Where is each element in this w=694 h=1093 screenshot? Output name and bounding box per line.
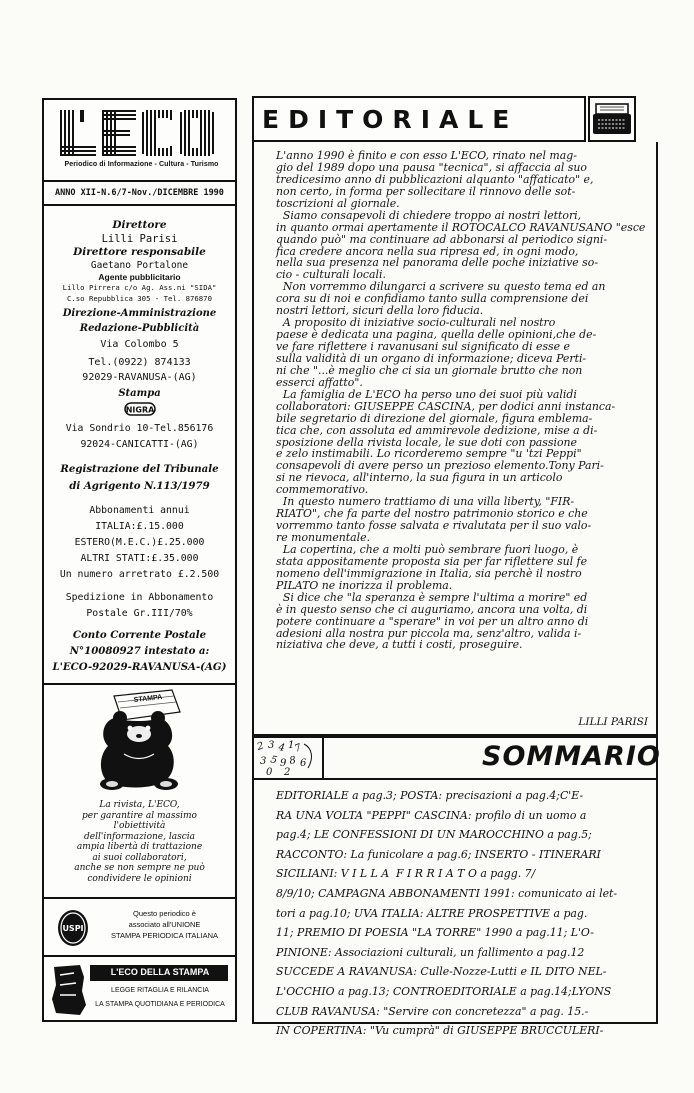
editorial-line: In questo numero trattiamo di una villa liberty, "FIR- xyxy=(276,495,575,509)
agent-label: Agente pubblicitario xyxy=(98,272,181,282)
editorial-line: è in questo senso che ci auguriamo, ancora una volta, di xyxy=(276,602,588,616)
editorial-line: tredicesimo anno di pubblicazioni alquanto "affaticato" e, xyxy=(276,172,594,186)
svg-text:7: 7 xyxy=(293,742,304,755)
sommario-contents xyxy=(252,780,658,1038)
subscription-italia: ITALIA:£.15.000 xyxy=(95,521,184,532)
motto-line: per garantire al massimo xyxy=(82,810,197,821)
bear-newspaper-text: STAMPA xyxy=(133,694,163,704)
editorial-line: nella sua presenza nel panorama delle poche iniziative so- xyxy=(276,256,598,270)
editorial-signature: LILLI PARISI xyxy=(578,716,648,728)
editorial-line: stata appositamente proposta sia per far riflettere sul fe xyxy=(276,554,588,568)
svg-text:2: 2 xyxy=(255,740,265,753)
registration-line2: di Agrigento N.113/1979 xyxy=(69,480,210,492)
svg-text:4: 4 xyxy=(277,742,286,755)
editorial-line: Non vorremmo dilungarci a scrivere su questo tema ed an xyxy=(276,280,606,294)
sommario-line: IN COPERTINA: "Vu cumprà" di GIUSEPPE BRUCCULERI- xyxy=(276,1024,604,1038)
subscription-altri: ALTRI STATI:£.35.000 xyxy=(80,553,199,564)
editorial-line: Siamo consapevoli di chiedere troppo ai nostri lettori, xyxy=(276,208,582,222)
svg-text:1: 1 xyxy=(288,740,295,751)
sommario-line: pag.4; LE CONFESSIONI DI UN MAROCCHINO a pag.5; xyxy=(276,828,592,842)
editorial-line: collaboratori: GIUSEPPE CASCINA, per dodici anni instanca- xyxy=(276,399,616,413)
svg-text:9: 9 xyxy=(280,758,287,769)
editorial-line: esserci affatto". xyxy=(276,375,363,389)
registration-line1: Registrazione del Tribunale xyxy=(60,463,219,475)
svg-text:0: 0 xyxy=(266,767,273,778)
editorial-line: ve fare riflettere i ravanusani sul significato di esse e xyxy=(276,340,570,353)
postal-account-label: Conto Corrente Postale xyxy=(72,629,207,641)
editorial-article xyxy=(252,142,658,736)
editorial-line: PILATO ne inorizza il problema. xyxy=(276,578,453,592)
editorial-line: ni che "...è meglio che ci sia un giornale brutto che non xyxy=(276,363,583,377)
print-city: 92024-CANICATTI-(AG) xyxy=(80,439,199,450)
bear-reading-illustration-icon xyxy=(84,688,194,792)
sommario-body xyxy=(276,786,656,1041)
agent-line2: C.so Repubblica 305 - Tel. 876870 xyxy=(67,294,212,303)
director-name: Lilli Parisi xyxy=(101,233,178,245)
uspi-line: Questo periodico è xyxy=(133,909,196,918)
masthead-logo-box xyxy=(44,100,235,180)
editorial-line: quando può" ma continuare ad abbonarsi al periodico signi- xyxy=(276,232,607,246)
svg-text:6: 6 xyxy=(300,758,307,769)
masthead-column xyxy=(42,98,237,1022)
editorial-line: in quanto ormai apertamente il ROTOCALCO RAVANUSANO "esce xyxy=(276,220,646,234)
printer-logo-text: NIGRA xyxy=(125,405,155,415)
postal-account-number: N°10080927 intestato a: xyxy=(69,645,210,657)
sommario-line: CLUB RAVANUSA: "Servire con concretezza" a pag. 15.- xyxy=(276,1004,589,1018)
editorial-line: A proposito di iniziative socio-culturali nel nostro xyxy=(276,316,556,330)
eco-stampa-title: L'ECO DELLA STAMPA xyxy=(110,967,210,977)
sommario-line: L'OCCHIO a pag.13; CONTROEDITORIALE a pag.14;LYONS xyxy=(276,984,612,998)
uspi-logo-text: USPI xyxy=(62,924,84,933)
editorial-motto xyxy=(44,800,235,884)
editorial-line: bile segretario di direzione del giornale, figura emblema- xyxy=(276,411,593,425)
editorial-line: RIATO", che fa parte del nostro patrimonio storico e che xyxy=(276,507,588,521)
motto-line: dell'informazione, lascia xyxy=(84,831,195,842)
editorial-line: nomeno dell'immigrazione in Italia, sia perchè il nostro xyxy=(276,566,582,580)
motto-line: l'obiettività xyxy=(113,821,166,831)
postage-line1: Spedizione in Abbonamento xyxy=(65,592,214,603)
editorial-line: La famiglia de L'ECO ha perso uno dei suoi più validi xyxy=(276,387,577,401)
svg-text:8: 8 xyxy=(288,755,297,767)
phone: Tel.(0922) 874133 xyxy=(88,357,191,368)
eco-stampa-line2: LA STAMPA QUOTIDIANA E PERIODICA xyxy=(95,1001,225,1008)
editorial-line: nostri lettori, sicuri della loro fiducia. xyxy=(276,304,484,318)
sommario-line: SICILIANI: V I L L A F I R R I A T O a pagg. 7/ xyxy=(276,867,536,881)
typewriter-box xyxy=(588,96,636,142)
sommario-line: PINIONE: Associazioni culturali, un fallimento a pag.12 xyxy=(276,945,585,959)
editorial-line: re monumentale. xyxy=(276,531,371,544)
editorial-body xyxy=(276,150,651,651)
city: 92029-RAVANUSA-(AG) xyxy=(82,372,197,383)
editorial-line: La copertina, che a molti può sembrare fuori luogo, è xyxy=(276,542,579,556)
printer-logo-icon xyxy=(124,402,156,416)
motto-line: La rivista, L'ECO, xyxy=(99,800,180,810)
editorial-line: tica che, con assoluta ed ammirevole dedizione, mise a di- xyxy=(276,423,598,437)
editorial-line: e zelo instimabili. Lo ricorderemo sempre "u 'tzi Peppi" xyxy=(276,447,582,461)
agent-line1: Lillo Pirrera c/o Ag. Ass.ni "SIDA" xyxy=(62,283,217,292)
editorial-line: vorremmo tanto fosse salvata e rivalutata per il suo valo- xyxy=(276,519,592,533)
editorial-line: potere continuare a "sperare" in voi per un altro anno di xyxy=(276,614,589,628)
uspi-line: STAMPA PERIODICA ITALIANA xyxy=(110,931,219,940)
resp-director-name: Gaetano Portalone xyxy=(90,260,189,271)
svg-text:3: 3 xyxy=(260,756,267,767)
sommario-heading: SOMMARIO xyxy=(482,741,661,772)
typewriter-icon xyxy=(590,98,634,140)
motto-line: condividere le opinioni xyxy=(87,873,192,884)
postage-line2: Postale Gr.III/70% xyxy=(86,608,193,619)
motto-line: ampia libertà di trattazione xyxy=(76,842,203,852)
uspi-text xyxy=(92,908,237,941)
editorial-line: L'anno 1990 è finito e con esso L'ECO, rinato nel mag- xyxy=(276,149,577,162)
svg-text:5: 5 xyxy=(269,754,279,767)
editorial-line: cora su di noi e confidiamo tanto sulla comprensione dei xyxy=(276,292,589,306)
editorial-heading: EDITORIALE xyxy=(262,105,519,134)
editorial-line: cio - culturali locali. xyxy=(276,268,386,282)
editorial-line: adesioni alla nostra pur piccola ma, senz'altro, valida i- xyxy=(276,626,582,640)
svg-text:3: 3 xyxy=(268,740,275,751)
sommario-line: SUCCEDE A RAVANUSA: Culle-Nozze-Lutti e IL DITO NEL- xyxy=(276,965,607,979)
sommario-line: EDITORIALE a pag.3; POSTA: precisazioni a pag.4;C'E- xyxy=(276,789,584,802)
editorial-line: toscrizioni al giornale. xyxy=(276,196,400,210)
sommario-header xyxy=(252,736,661,780)
editorial-line: Si dice che "la speranza è sempre l'ultima a morire" ed xyxy=(276,590,588,604)
sommario-line: tori a pag.10; UVA ITALIA: ALTRE PROSPETTIVE a pag. xyxy=(276,906,588,920)
editorial-line: consapevoli di avere perso un prezioso elemento.Tony Pari- xyxy=(276,459,604,473)
svg-text:2: 2 xyxy=(284,767,291,778)
eco-logo-icon xyxy=(56,108,224,158)
editorial-line: niziativa che deve, a tutti i costi, proseguire. xyxy=(276,638,523,652)
sommario-line: RA UNA VOLTA "PEPPI" CASCINA: profilo di un uomo a xyxy=(276,808,587,822)
uspi-logo-icon xyxy=(56,908,90,948)
motto-line: anche se non sempre ne può xyxy=(74,863,205,873)
editorial-line: sposizione della rivista locale, le sue doti con passione xyxy=(276,435,577,449)
numbers-doodle-icon xyxy=(254,738,324,778)
sommario-line: RACCONTO: La funicolare a pag.6; INSERTO - ITINERARI xyxy=(276,847,601,861)
resp-director-label: Direttore responsabile xyxy=(73,246,206,258)
back-issue-price: Un numero arretrato £.2.500 xyxy=(59,569,220,580)
motto-line: ai suoi collaboratori, xyxy=(92,852,187,863)
admin-label: Direzione-Amministrazione xyxy=(62,308,217,319)
address: Via Colombo 5 xyxy=(100,339,179,350)
print-address: Via Sondrio 10-Tel.856176 xyxy=(65,423,214,434)
subscriptions-label: Abbonamenti annui xyxy=(89,505,190,516)
editorial-line: non certo, in forma per sollecitare il rinnovo delle sot- xyxy=(276,184,576,198)
print-label: Stampa xyxy=(118,388,161,399)
director-label: Direttore xyxy=(112,219,167,231)
editorial-office-label: Redazione-Pubblicità xyxy=(79,323,200,334)
masthead-subtitle: Periodico di Informazione - Cultura - Turismo xyxy=(64,161,219,168)
issue-number: ANNO XII-N.6/7-Nov./DICEMBRE 1990 xyxy=(55,188,224,198)
editorial-line: sulla validità di un organo di informazione; diceva Perti- xyxy=(276,351,587,365)
editorial-line: si ne rievoca, all'interno, la sua figura in un articolo xyxy=(276,471,563,485)
sommario-line: 8/9/10; CAMPAGNA ABBONAMENTI 1991: comunicato ai let- xyxy=(276,886,618,900)
editorial-line: fica credere ancora nella sua ripresa ed, in ogni modo, xyxy=(276,244,579,258)
postal-account-holder: L'ECO-92029-RAVANUSA-(AG) xyxy=(52,661,227,673)
sommario-line: 11; PREMIO DI POESIA "LA TORRE" 1990 a pag.11; L'O- xyxy=(276,926,594,940)
editorial-line: paese è dedicata una pagina, quella delle opinioni,che de- xyxy=(276,328,597,342)
subscription-estero: ESTERO(M.E.C.)£.25.000 xyxy=(74,537,205,548)
editorial-header xyxy=(252,96,586,142)
editorial-line: commemorativo. xyxy=(276,483,369,497)
editorial-line: gio del 1989 dopo una pausa "tecnica", si affaccia al suo xyxy=(276,160,587,174)
uspi-line: associato all'UNIONE xyxy=(128,920,201,929)
eco-stampa-line1: LEGGE RITAGLIA E RILANCIA xyxy=(111,987,209,994)
